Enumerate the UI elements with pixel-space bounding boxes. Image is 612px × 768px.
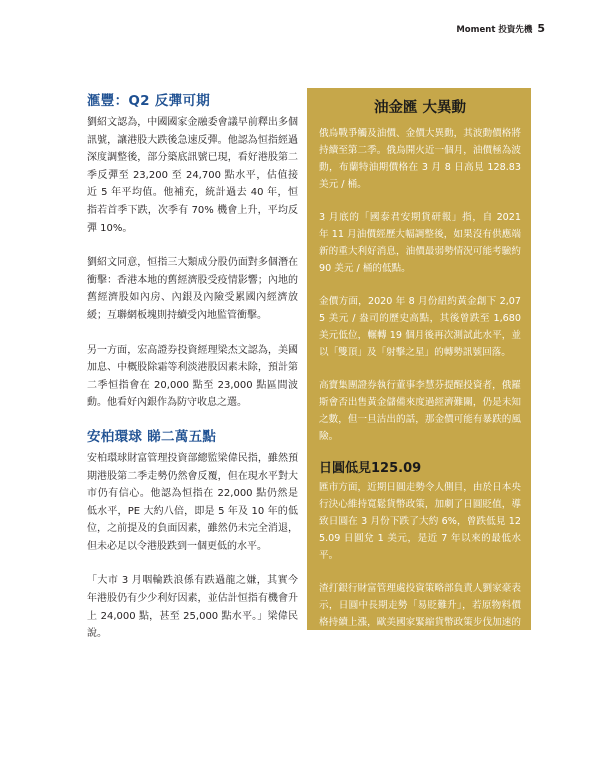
paragraph: 劉紹文同意，恒指三大類成分股仍面對多個潛在衝擊：香港本地的舊經濟股受疫情影響；內地的舊經濟股如內房、內銀及內險受累國內經濟放緩；互聯網板塊則持續受內地監管衝擊。 (87, 257, 298, 321)
paragraph: 劉紹文認為，中國國家金融委會議早前釋出多個訊號，讓港股大跌後急速反彈。他認為恒指經過深度調整後，部分築底訊號已現，看好港股第二季反彈至 23,200 至 24,700 點水平，估值接近 5 年平均值。他補充，統計過去 40 年，恒指若首季下跌，次季有 70% 機會上升，平均反彈 10%。 (87, 117, 298, 234)
box-paragraph: 高寶集團證券執行董事李慧芬提醒投資者，俄羅斯會否出售黃金儲備來度過經濟難關，仍是未知之數，但一旦沽出的話，那金價可能有暴跌的風險。 (319, 380, 521, 442)
box-paragraph: 俄烏戰爭觸及油價、金價大異動，其波動價格將持續至第二季。俄烏開火近一個月，油價極為波動，布蘭特油期價格在 3 月 8 日高見 128.83 美元 / 桶。 (319, 128, 521, 190)
box-paragraph: 匯市方面，近期日圓走勢令人側目，由於日本央行決心維持寬鬆貨幣政策，加劇了日圓貶值，導致日圓在 3 月份下跌了大約 6%，曾跌低見 125.09 日圓兌 1 美元，是近 7 年以來的最低水平。 (319, 482, 521, 561)
paragraph: 安柏環球財富管理投資部總監梁偉民指，雖然預期港股第二季走勢仍然會反覆，但在現水平對大市仍有信心。他認為恒指在 22,000 點仍然是低水平，PE 大約八倍，即是 5 年及 10 年的低位，之前提及的負面因素，雖然仍未完全消退，但未必足以令港股跌到一個更低的水平。 (87, 452, 298, 552)
page-header (456, 22, 545, 35)
page-number: 5 (537, 22, 545, 35)
box-subtitle: 日圓低見125.09 (319, 461, 422, 476)
box-paragraph: 渣打銀行財富管理處投資策略部負責人劉家豪表示，日圓中長期走勢「易貶難升」，若原物料價格持續上漲，歐美國家緊縮貨幣政策步伐加速的話，日圓有可能短暫觸碰 130 價位，建議換匯可選低市房操作。 (319, 583, 521, 662)
section-title-amber: 安柏環球 睇二萬五點 (87, 428, 217, 445)
paragraph: 另一方面，宏高證券投資經理梁杰文認為，美國加息、中概股除霜等利淡港股因素未除，預計第二季恒指會在 20,000 點至 23,000 點區間波動。他看好內銀作為防守收息之選。 (87, 344, 298, 409)
quote-paragraph: 「大市 3 月咽輪跌浪係有跌過龍之嫌，其實今年港股仍有少少利好因素，並估計恒指有機會升上 24,000 點，甚至 25,000 點水平。」梁偉民說。 (87, 575, 298, 640)
section-title-hsbc: 滙豐：Q2 反彈可期 (87, 93, 211, 109)
box-paragraph: 金價方面，2020 年 8 月份紐約黃金創下 2,075 美元 / 盎司的歷史高點，其後曾跌至 1,680 美元低位，輾轉 19 個月後再次測試此水平，並以「雙頂」及「射擊之星」的轉勢訊號回落。 (319, 296, 521, 358)
box-paragraph: 3 月底的「國泰君安期貨研報」指，自 2021 年 11 月油價經歷大幅調整後，如果沒有供應端新的重大利好消息，油價最弱勢情況可能考驗約 90 美元 / 桶的低點。 (319, 212, 521, 274)
sidebar-box (307, 88, 531, 662)
publication-name: Moment 投資先機 (456, 25, 533, 35)
left-column (87, 92, 298, 643)
box-title: 油金匯 大異動 (373, 100, 467, 116)
